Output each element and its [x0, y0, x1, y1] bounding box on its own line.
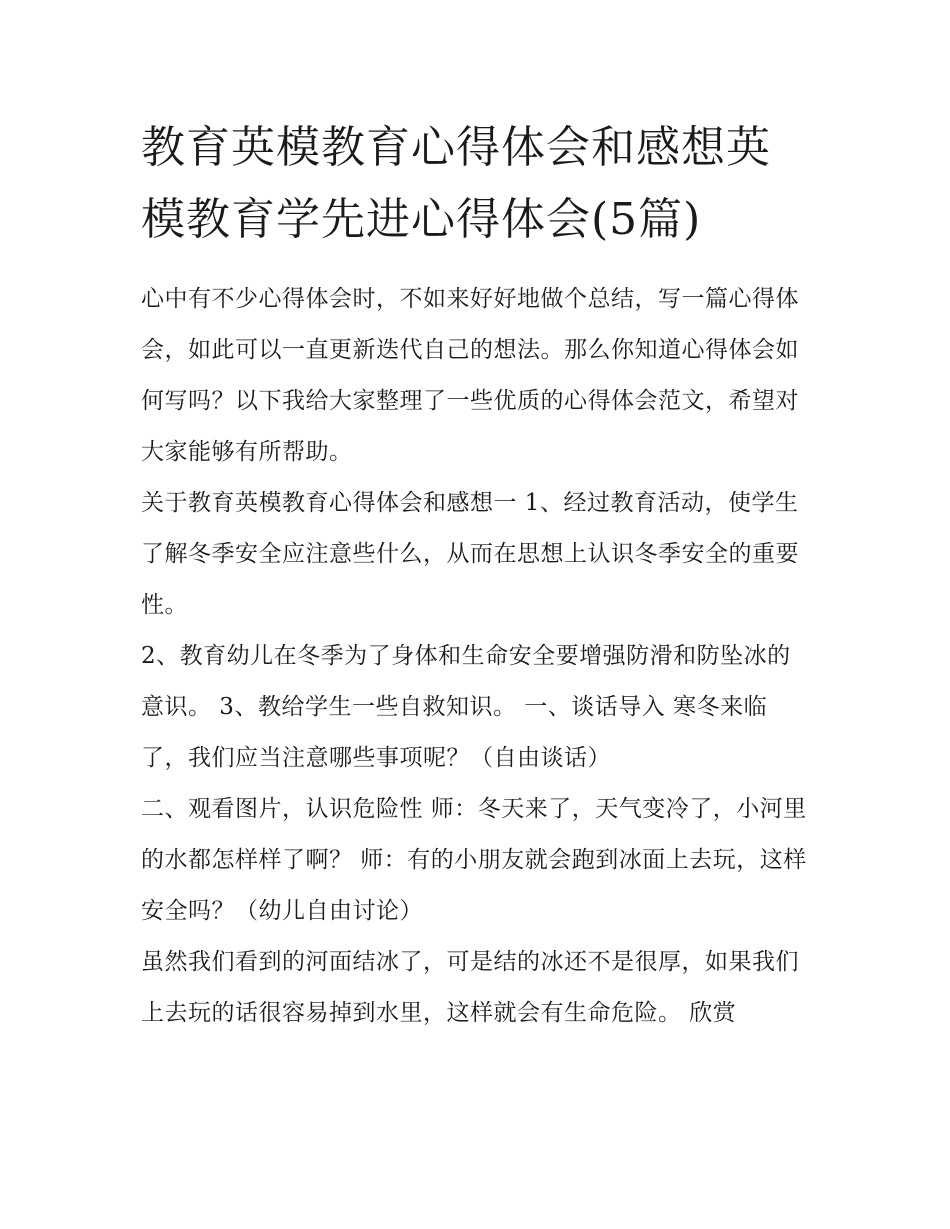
paragraph-ice-danger: 虽然我们看到的河面结冰了，可是结的冰还不是很厚，如果我们上去玩的话很容易掉到水里，这样就会有生命危险。 欣赏 [141, 949, 799, 1026]
paragraph-intro: 心中有不少心得体会时，不如来好好地做个总结，写一篇心得体会，如此可以一直更新迭代自己的想法。那么你知道心得体会如何写吗？以下我给大家整理了一些优质的心得体会范文，希望对大家能够有所帮助。 [141, 286, 799, 465]
paragraph-section-one: 关于教育英模教育心得体会和感想一 1、经过教育活动，使学生了解冬季安全应注意些什么，从而在思想上认识冬季安全的重要性。 [141, 490, 799, 618]
paragraph-goals: 2、教育幼儿在冬季为了身体和生命安全要增强防滑和防坠冰的意识。 3、教给学生一些自救知识。 一、谈话导入 寒冬来临了，我们应当注意哪些事项呢？（自由谈话） [141, 643, 791, 771]
paragraph-pictures: 二、观看图片，认识危险性 师：冬天来了，天气变冷了，小河里的水都怎样样了啊？ 师：有的小朋友就会跑到冰面上去玩，这样安全吗？（幼儿自由讨论） [141, 796, 807, 924]
document-page [141, 112, 813, 1039]
document-title: 教育英模教育心得体会和感想英模教育学先进心得体会(5篇) [141, 122, 771, 245]
